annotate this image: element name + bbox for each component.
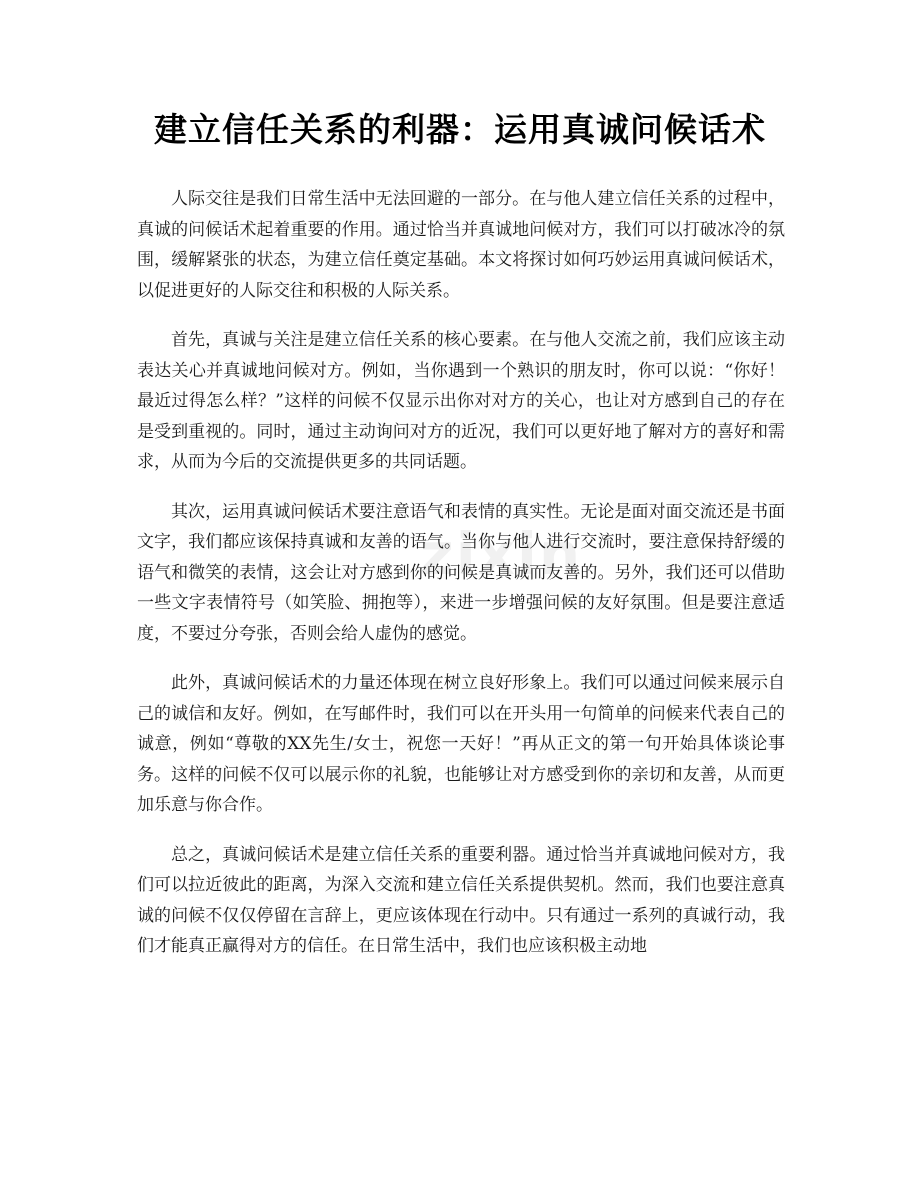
watermark: zixin [420, 520, 583, 588]
document-title: 建立信任关系的利器：运用真诚问候话术 [154, 110, 766, 149]
paragraph-2: 首先，真诚与关注是建立信任关系的核心要素。在与他人交流之前，我们应该主动表达关心并真诚地问候对方。例如，当你遇到一个熟识的朋友时，你可以说：“你好！最近过得怎么样？”这样的问候不仅显示出你对对方的关心，也让对方感到自己的存在是受到重视的。同时，通过主动询问对方的近况，我们可以更好地了解对方的喜好和需求，从而为今后的交流提供更多的共同话题。 [137, 330, 785, 472]
paragraph-5: 总之，真诚问候话术是建立信任关系的重要利器。通过恰当并真诚地问候对方，我们可以拉近彼此的距离，为深入交流和建立信任关系提供契机。然而，我们也要注意真诚的问候不仅仅停留在言辞上，更应该体现在行动中。只有通过一系列的真诚行动，我们才能真正赢得对方的信任。在日常生活中，我们也应该积极主动地 [137, 844, 785, 956]
paragraph-1: 人际交往是我们日常生活中无法回避的一部分。在与他人建立信任关系的过程中，真诚的问候话术起着重要的作用。通过恰当并真诚地问候对方，我们可以打破冰冷的氛围，缓解紧张的状态，为建立信任奠定基础。本文将探讨如何巧妙运用真诚问候话术，以促进更好的人际交往和积极的人际关系。 [137, 189, 785, 301]
paragraph-4: 此外，真诚问候话术的力量还体现在树立良好形象上。我们可以通过问候来展示自己的诚信和友好。例如，在写邮件时，我们可以在开头用一句简单的问候来代表自己的诚意，例如“尊敬的XX先生/女士，祝您一天好！”再从正文的第一句开始具体谈论事务。这样的问候不仅可以展示你的礼貌，也能够让对方感受到你的亲切和友善，从而更加乐意与你合作。 [137, 673, 785, 815]
document-body [137, 184, 785, 981]
paragraph-3: 其次，运用真诚问候话术要注意语气和表情的真实性。无论是面对面交流还是书面文字，我们都应该保持真诚和友善的语气。当你与他人进行交流时，要注意保持舒缓的语气和微笑的表情，这会让对方感到你的问候是真诚而友善的。另外，我们还可以借助一些文字表情符号（如笑脸、拥抱等），来进一步增强问候的友好氛围。但是要注意适度，不要过分夸张，否则会给人虚伪的感觉。 [137, 501, 785, 644]
